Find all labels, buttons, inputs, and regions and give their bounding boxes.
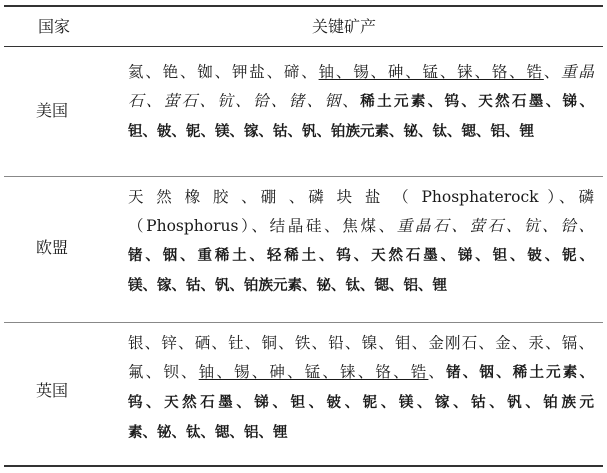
mineral-line	[128, 271, 594, 301]
mineral-line	[128, 212, 594, 241]
mineral-text: 、	[342, 92, 361, 110]
country-eu: 欧盟	[36, 238, 69, 257]
header-minerals: 关键矿产	[312, 17, 377, 36]
minerals-usa	[128, 58, 594, 147]
mineral-text: 氟、钡、	[128, 363, 199, 381]
minerals-uk	[128, 329, 594, 448]
bottom-rule	[4, 465, 603, 467]
mineral-text: 天 然 橡 胶 、硼 、磷 块 盐 （ Phosphaterock ）、磷	[128, 188, 594, 206]
mineral-line	[128, 329, 594, 358]
country-usa: 美国	[36, 101, 69, 120]
top-rule	[4, 5, 603, 7]
mineral-text: 银、锌、硒、钍、铜、铁、铅、镍、钼、金刚石、金、汞、镉、	[128, 334, 594, 352]
mineral-text: 、	[428, 363, 447, 381]
mineral-line	[128, 358, 594, 388]
country-uk: 英国	[36, 381, 69, 400]
mineral-text: 锗、铟、稀土元素、	[446, 365, 594, 381]
mineral-line	[128, 117, 594, 147]
mineral-text: 石、萤石、钪、铪、锗、铟	[128, 92, 343, 110]
header-country: 国家	[38, 17, 71, 36]
mineral-text: （Phosphorus）、结晶硅、焦煤、	[128, 217, 397, 235]
mineral-line	[128, 388, 594, 418]
mineral-line	[128, 87, 594, 117]
mineral-text: 镁、镓、钴、钒、铂族元素、铋、钛、锶、铝、锂	[128, 278, 447, 294]
mineral-text: 铀、锡、砷、锰、铼、铬、锆	[198, 363, 429, 381]
row-divider	[4, 176, 603, 177]
mineral-text: 稀土元素、钨、天然石墨、锑、	[360, 94, 594, 110]
mineral-line	[128, 183, 594, 212]
mineral-text: 、	[543, 63, 562, 81]
mineral-text: 重晶	[561, 63, 594, 81]
mineral-text: 钽、铍、铌、镁、镓、钴、钒、铂族元素、铋、钛、锶、铝、锂	[128, 124, 534, 140]
mineral-line	[128, 418, 594, 448]
row-divider	[4, 322, 603, 323]
mineral-text: 氦、铯、铷、钾盐、碲、	[128, 63, 319, 81]
mineral-text: 钨、天然石墨、锑、钽、铍、铌、镁、镓、钴、钒、铂族元	[128, 395, 594, 411]
header-rule	[4, 46, 603, 47]
mineral-line	[128, 241, 594, 271]
mineral-text: 重晶石、萤石、钪、铪、	[396, 217, 594, 235]
mineral-line	[128, 58, 594, 87]
minerals-eu	[128, 183, 594, 301]
mineral-text: 锗、铟、重稀土、轻稀土、钨、天然石墨、锑、钽、铍、铌、	[128, 248, 594, 264]
mineral-text: 铀、锡、砷、锰、铼、铬、锆	[318, 63, 544, 81]
mineral-text: 素、铋、钛、锶、铝、锂	[128, 425, 288, 441]
